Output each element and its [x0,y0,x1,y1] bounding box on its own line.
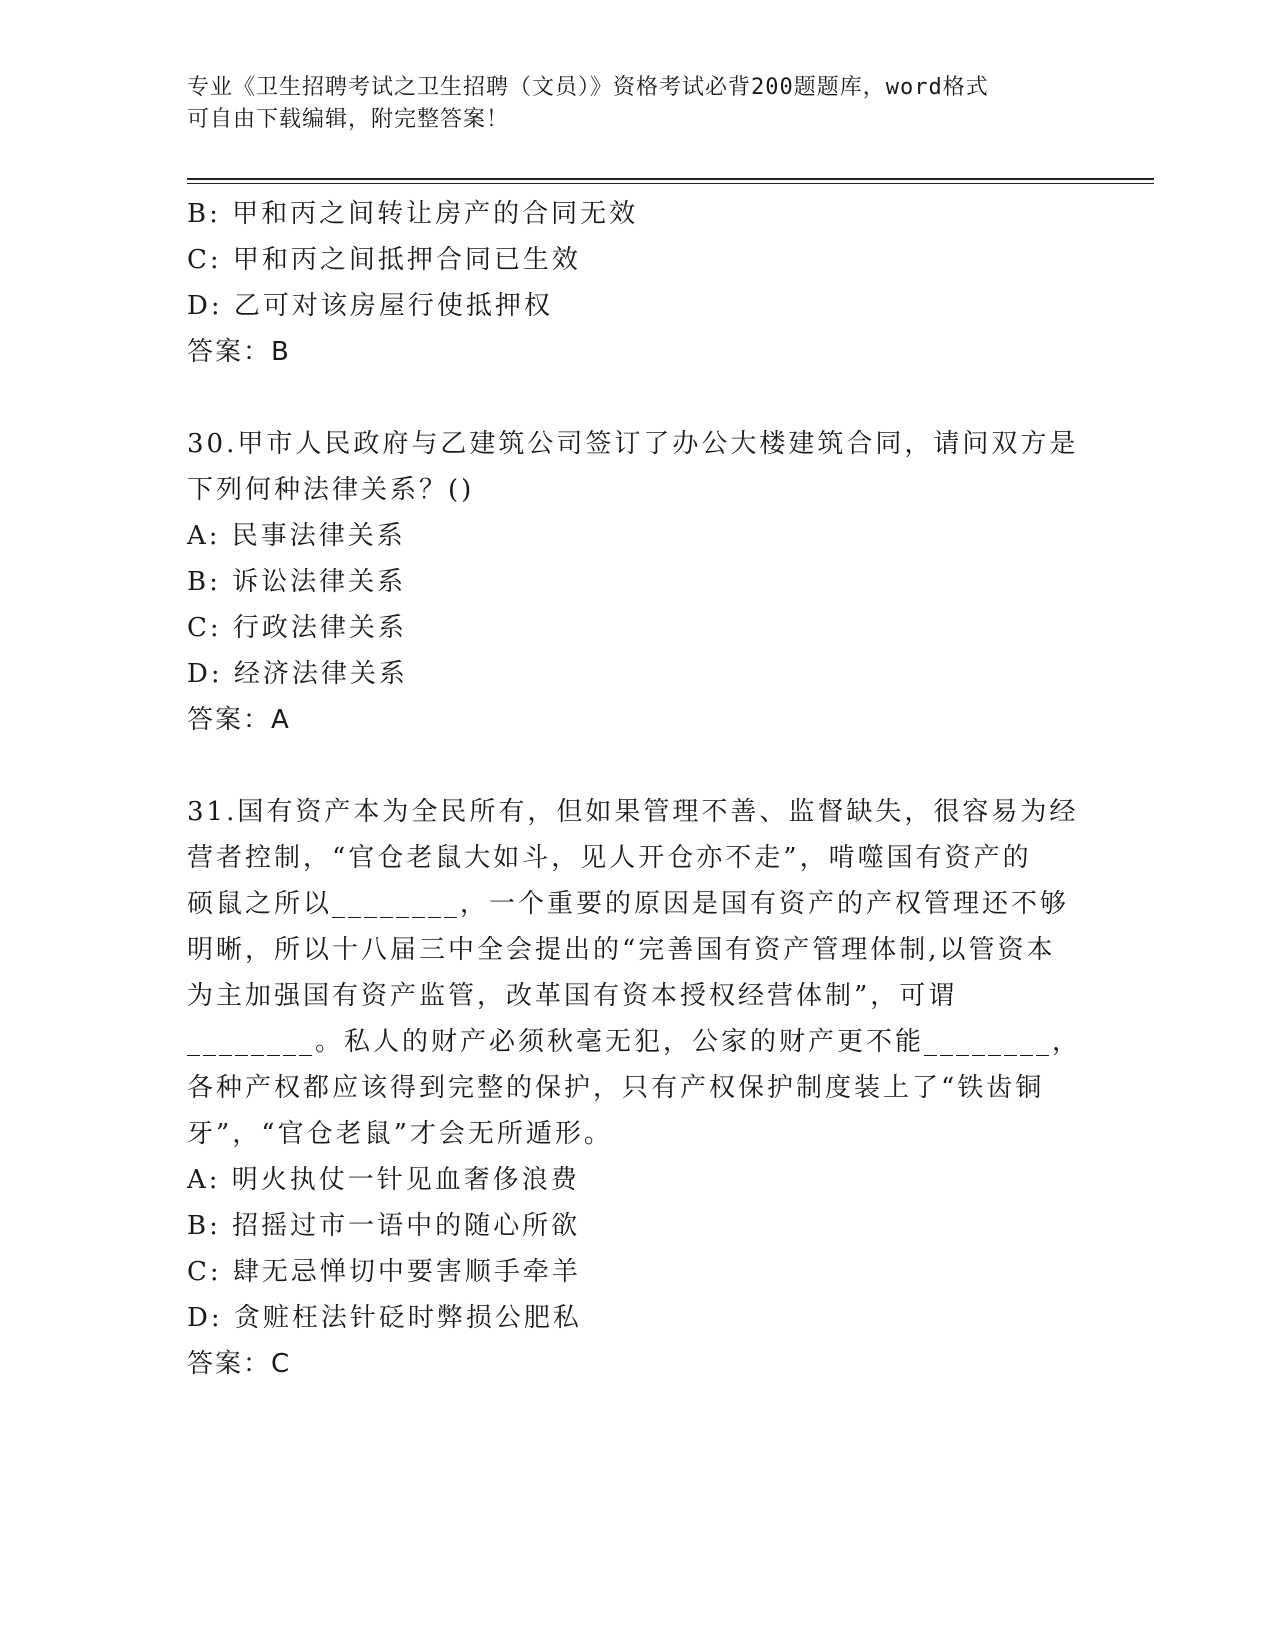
question-31-options [187,1157,1087,1341]
question-line: 牙”，“官仓老鼠”才会无所遁形。 [187,1119,613,1149]
option-b: B: 招摇过市一语中的随心所欲 [187,1211,581,1241]
option-c: C: 肆无忌惮切中要害顺手牵羊 [187,1257,581,1287]
option-d: D: 经济法律关系 [187,659,408,689]
option-d: D: 贪赃枉法针砭时弊损公肥私 [187,1303,582,1333]
option-c: C: 甲和丙之间抵押合同已生效 [187,245,581,275]
question-line: 为主加强国有资产监管，改革国有资本授权经营体制”，可谓 [187,981,958,1011]
spacer [187,375,1087,421]
option-a: A: 民事法律关系 [187,521,406,551]
option-a: A: 明火执仗一针见血奢侈浪费 [187,1165,580,1195]
option-b: B: 甲和丙之间转让房产的合同无效 [187,199,639,229]
question-line: 各种产权都应该得到完整的保护，只有产权保护制度装上了“铁齿铜 [187,1073,1045,1103]
header-divider-thin [187,183,1154,184]
question-line: 31.国有资产本为全民所有，但如果管理不善、监督缺失，很容易为经 [187,797,1079,827]
option-c: C: 行政法律关系 [187,613,407,643]
option-b: B: 诉讼法律关系 [187,567,407,597]
question-line: ________。私人的财产必须秋毫无犯，公家的财产更不能________， [187,1027,1082,1057]
header-line-2: 可自由下载编辑，附完整答案！ [187,107,510,132]
question-line: 硕鼠之所以________，一个重要的原因是国有资产的产权管理还不够 [187,889,1070,919]
document-header [187,72,1067,136]
header-line-1: 专业《卫生招聘考试之卫生招聘（文员）》资格考试必背200题题库，word格式 [187,75,989,100]
question-content [187,191,1087,1387]
question-29-answer: 答案：B [187,337,291,367]
question-30-answer: 答案：A [187,705,291,735]
question-line: 营者控制，“官仓老鼠大如斗，见人开仓亦不走”，啃噬国有资产的 [187,843,1032,873]
spacer [187,743,1087,789]
question-31-stem [187,789,1087,1157]
question-31-answer: 答案：C [187,1349,292,1379]
question-30-stem [187,421,1087,513]
question-29-options [187,191,1087,329]
question-line: 明晰，所以十八届三中全会提出的“完善国有资产管理体制,以管资本 [187,935,1056,965]
header-divider-thick [187,178,1154,180]
option-d: D: 乙可对该房屋行使抵押权 [187,291,553,321]
question-line: 30.甲市人民政府与乙建筑公司签订了办公大楼建筑合同，请问双方是 [187,429,1079,459]
question-30-options [187,513,1087,697]
question-line: 下列何种法律关系？() [187,475,475,505]
